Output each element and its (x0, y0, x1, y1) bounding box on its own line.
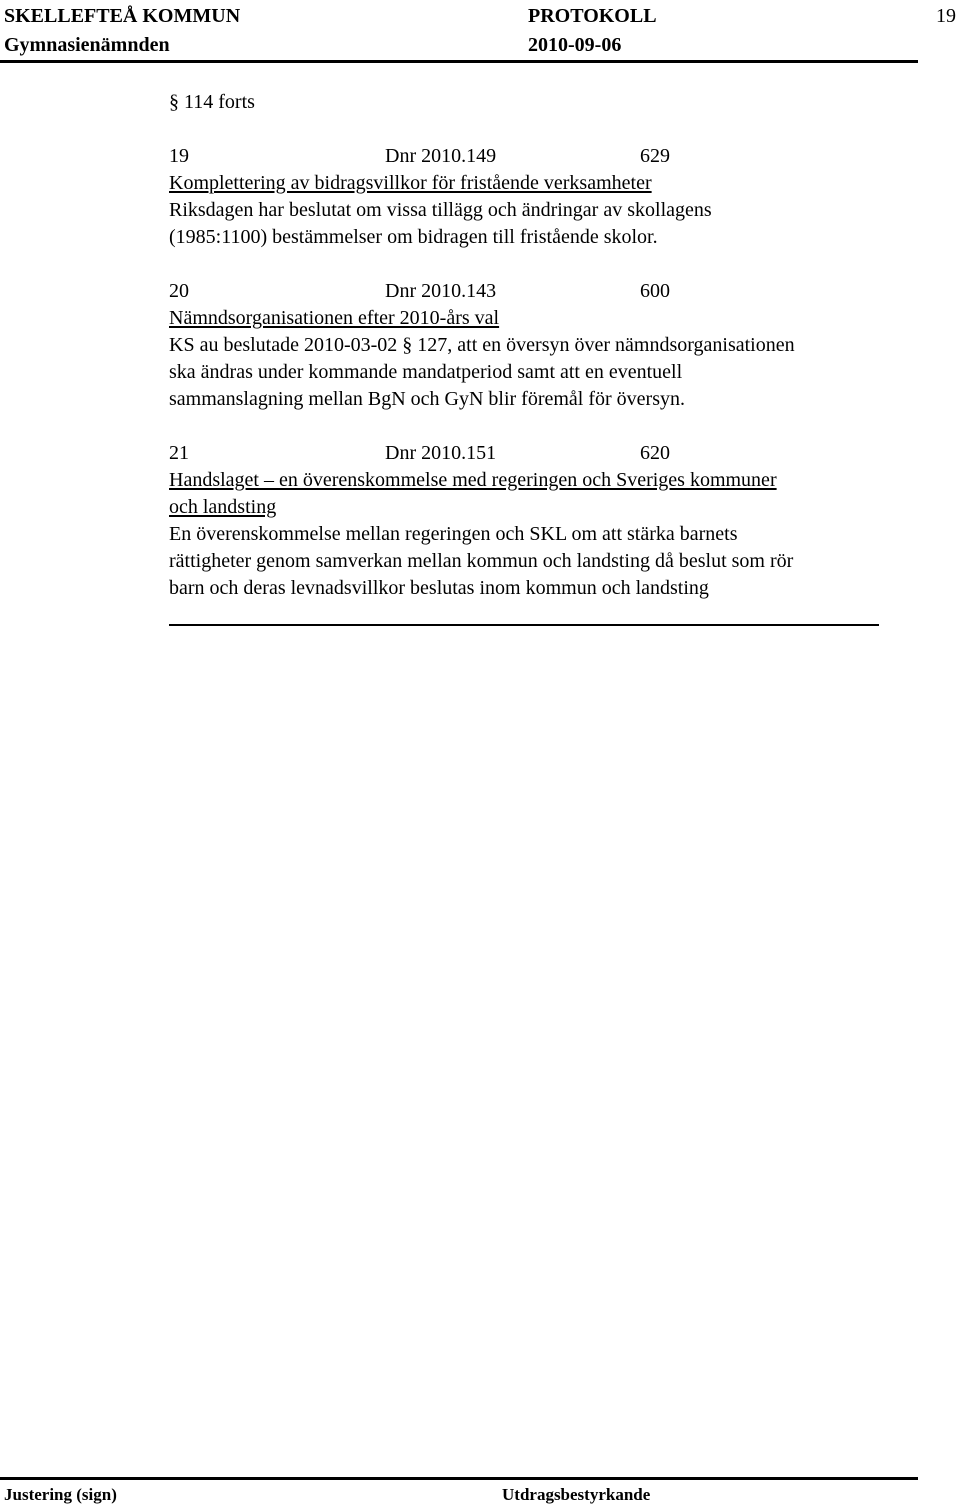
item-21-text-line: En överenskommelse mellan regeringen och SKL om att stärka barnets (169, 523, 738, 545)
certification-label: Utdragsbestyrkande (502, 1485, 651, 1504)
item-number: 21 (169, 442, 189, 464)
document-type: PROTOKOLL (528, 5, 657, 27)
meeting-date: 2010-09-06 (528, 34, 622, 56)
item-21-text-line: rättigheter genom samverkan mellan kommun och landsting då beslut som rör (169, 550, 794, 572)
page-number: 19 (936, 5, 956, 27)
item-number: 20 (169, 280, 189, 302)
section-reference: § 114 forts (169, 91, 255, 113)
item-21-title-line: Handslaget – en överenskommelse med regeringen och Sveriges kommuner (169, 469, 777, 491)
item-20-title: Nämndsorganisationen efter 2010-års val (169, 307, 500, 329)
archive-code: 600 (640, 280, 670, 302)
diary-number: Dnr 2010.149 (385, 145, 497, 167)
organization-name: SKELLEFTEÅ KOMMUN (4, 5, 241, 27)
item-21-title-line: och landsting (169, 496, 277, 518)
item-20-text-line: ska ändras under kommande mandatperiod samt att en eventuell (169, 361, 683, 383)
diary-number: Dnr 2010.143 (385, 280, 497, 302)
item-19-title: Komplettering av bidragsvillkor för fristående verksamheter (169, 172, 652, 194)
item-21-text-line: barn och deras levnadsvillkor beslutas inom kommun och landsting (169, 577, 709, 599)
archive-code: 620 (640, 442, 670, 464)
header-divider (0, 60, 918, 63)
archive-code: 629 (640, 145, 670, 167)
signature-label: Justering (sign) (4, 1485, 117, 1504)
item-number: 19 (169, 145, 189, 167)
committee-name: Gymnasienämnden (4, 34, 170, 56)
end-separator-line (169, 624, 879, 626)
item-19-text-line: (1985:1100) bestämmelser om bidragen till fristående skolor. (169, 226, 658, 248)
diary-number: Dnr 2010.151 (385, 442, 497, 464)
item-20-text-line: sammanslagning mellan BgN och GyN blir föremål för översyn. (169, 388, 685, 410)
item-19-text-line: Riksdagen har beslutat om vissa tillägg och ändringar av skollagens (169, 199, 712, 221)
footer-divider (0, 1477, 918, 1480)
item-20-text-line: KS au beslutade 2010-03-02 § 127, att en översyn över nämndsorganisationen (169, 334, 795, 356)
